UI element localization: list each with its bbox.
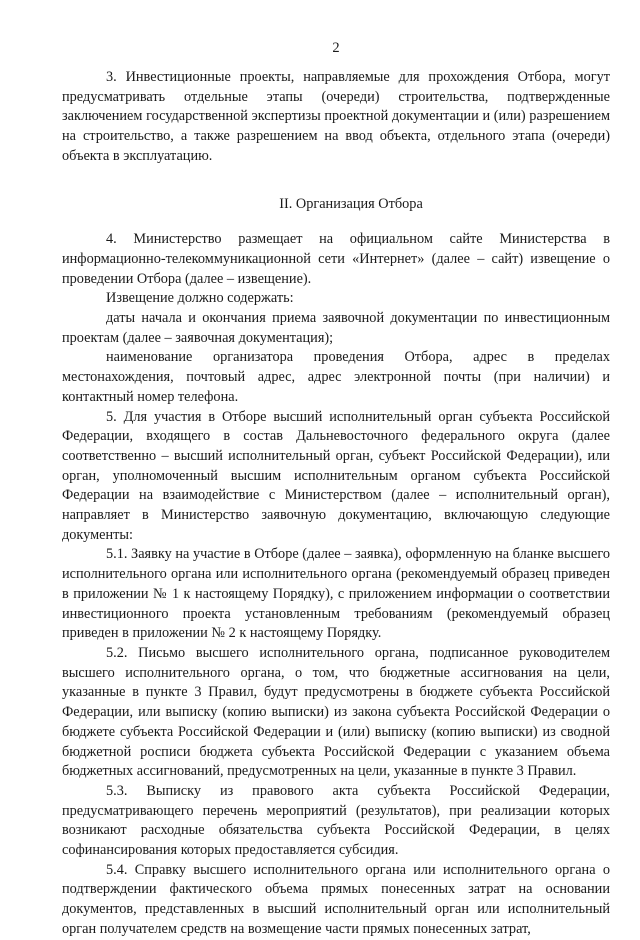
section-heading: II. Организация Отбора (279, 195, 423, 212)
paragraph-5-2: 5.2. Письмо высшего исполнительного органа, подписанное руководителем высшего исполнительного органа, о том, что бюджетные ассигнования на цели, указанные в пункте 3 Правил, будут предусмотрены в бюджете субъекта Российской Федерации, или выписку (копию выписки) из закона субъекта Российской Федерации о бюджете субъекта Российской Федерации и (или) выписку (копию выписки) из сводной бюджетной росписи бюджета субъекта Российской Федерации с указанием объема бюджетных ассигнований, предусмотренных на цели, указанные в пункте 3 Правил. (62, 644, 610, 780)
paragraph-5-3: 5.3. Выписку из правового акта субъекта Российской Федерации, предусматривающего перечень мероприятий (результатов), при реализации которых возникают расходные обязательства субъекта Российской Федерации, в целях софинансирования которых предоставляется субсидия. (62, 782, 610, 859)
paragraph-organizer: наименование организатора проведения Отбора, адрес в пределах местонахождения, почтовый адрес, адрес электронной почты (при наличии) и контактный номер телефона. (62, 349, 610, 405)
paragraph-dates: даты начала и окончания приема заявочной документации по инвестиционным проектам (далее – заявочная документация); (62, 310, 610, 346)
page-number: 2 (332, 40, 340, 56)
paragraph-5-4: 5.4. Справку высшего исполнительного органа или исполнительного органа о подтверждении фактического объема прямых понесенных затрат на основании документов, представленных в высший исполнительный орган или исполнительный орган получателем средств на возмещение части прямых понесенных затрат, (62, 861, 610, 937)
paragraph-4: 4. Министерство размещает на официальном сайте Министерства в информационно-телекоммуникационной сети «Интернет» (далее – сайт) извещение о проведении Отбора (далее – извещение). (62, 231, 610, 287)
paragraph-5: 5. Для участия в Отборе высший исполнительный орган субъекта Российской Федерации, входящего в состав Дальневосточного федерального округа (далее соответственно – высший исполнительный орган, субъект Российской Федерации), или орган, уполномоченный высшим исполнительным органом субъекта Российской Федерации на взаимодействие с Министерством (далее – исполнительный орган), направляет в Министерство заявочную документацию, включающую следующие документы: (62, 408, 610, 543)
document-body (62, 68, 610, 940)
paragraph-notice-contents: Извещение должно содержать: (106, 290, 294, 307)
paragraph-5-1: 5.1. Заявку на участие в Отборе (далее – заявка), оформленную на бланке высшего исполнительного органа или исполнительного органа (рекомендуемый образец приведен в приложении № 1 к настоящему Порядку), с приложением информации о соответствии инвестиционного проекта установленным требованиям (рекомендуемый образец приведен в приложении № 2 к настоящему Порядку. (62, 546, 610, 642)
paragraph-3: 3. Инвестиционные проекты, направляемые для прохождения Отбора, могут предусматривать отдельные этапы (очереди) строительства, подтвержденные заключением государственной экспертизы проектной документации и (или) разрешением на строительство, а также разрешением на ввод объекта, отдельного этапа (очереди) объекта в эксплуатацию. (62, 69, 610, 164)
